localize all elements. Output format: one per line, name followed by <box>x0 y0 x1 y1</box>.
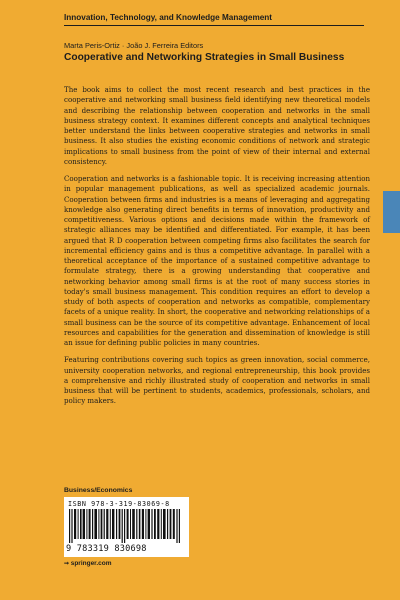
isbn-text: ISBN 978-3-319-83069-8 <box>68 500 170 508</box>
barcode-number: 9 783319 830698 <box>66 544 147 554</box>
editors: Marta Peris-Ortiz · João J. Ferreira Editors <box>64 41 204 50</box>
blurb-paragraph-3: Featuring contributions covering such topics as green innovation, social commerce, university cooperation networks, and regional entrepreneurship, this book provides a comprehensive and richly illustrated study of cooperation and networks in small business that will be pertinent to students, academics, professionals, scholars, and policy makers. <box>64 355 370 406</box>
series-title: Innovation, Technology, and Knowledge Management <box>64 13 273 22</box>
arrow-icon: ➞ <box>64 561 71 567</box>
blurb-paragraph-2: Cooperation and networks is a fashionable topic. It is receiving increasing attention in popular management publications, as well as specialized academic journals. Cooperation between firms and industries is a means of leveraging and aggregating knowledge also generating direct benefits in terms of innovation, productivity and competitiveness. Various options and decisions made within the framework of strategic alliances may be identified and differentiated. For example, it has been argued that R D cooperation between competing firms also facilitates the search for incremental efficiency gains and is thus a competitive advantage. In parallel with a theoretical acceptance of the importance of a sustained competitive advantage to formulate strategy, there is a growing understanding that cooperative and networking behavior among small firms is at the root of many success stories in today's small business management. This condition requires an effort to develop a study of both aspects of cooperation and networks as compatible, complementary facets of a unique reality. In short, the cooperative and networking relationships of a small business can be the source of its competitive advantage. Enhancement of local resources and capabilities for the generation and dissemination of knowledge is still an issue for defining public policies in many countries. <box>64 174 370 347</box>
blurb-paragraph-1: The book aims to collect the most recent research and best practices in the cooperative and networking small business field identifying new theoretical models and describing the relationship between cooperation and networks in the small business strategy context. It examines different concepts and analytical techniques better understand the links between cooperative strategies and networks in small business. It also studies the existing economic conditions of network and strategic implications to small business from the point of view of their internal and external consistency. <box>64 85 370 166</box>
side-tab <box>383 191 400 233</box>
publisher-website <box>64 560 112 567</box>
category-label: Business/Economics <box>64 487 133 494</box>
book-title: Cooperative and Networking Strategies in Small Business <box>64 52 345 63</box>
barcode-icon <box>69 509 184 543</box>
barcode-panel <box>64 497 189 557</box>
blurb <box>64 85 370 414</box>
website-text: springer.com <box>70 560 112 567</box>
header-rule <box>64 25 364 26</box>
